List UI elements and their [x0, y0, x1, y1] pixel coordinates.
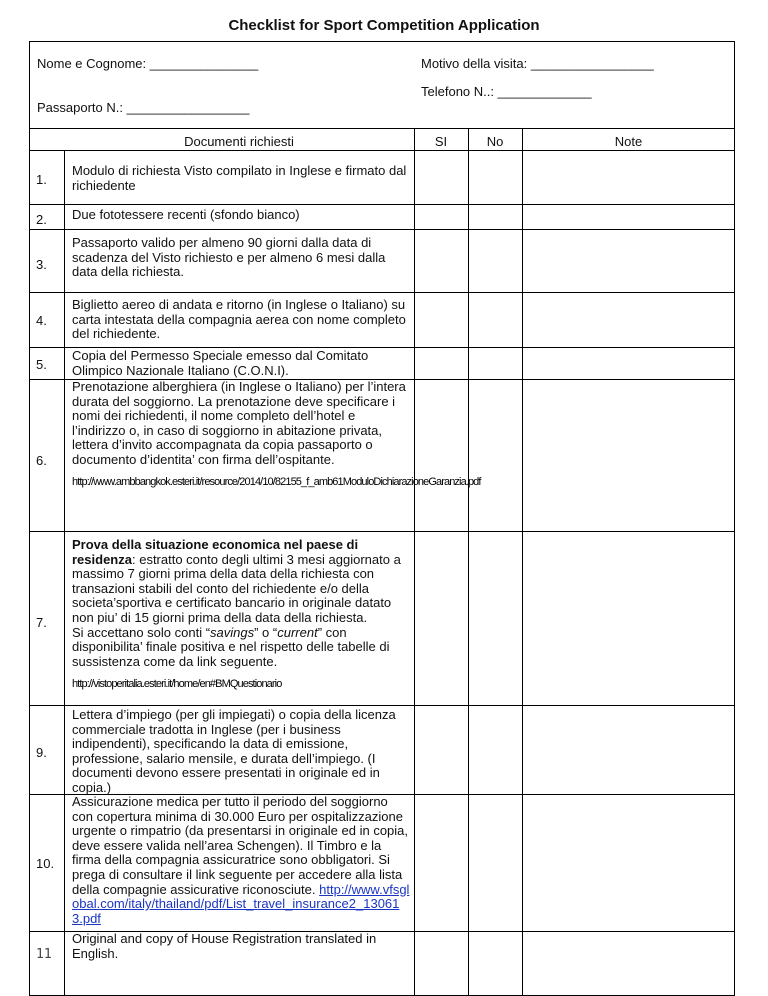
row-divider — [29, 204, 735, 205]
nome-field[interactable]: Nome e Cognome: _______________ — [37, 56, 259, 71]
row-divider — [29, 292, 735, 293]
row-divider — [29, 150, 735, 151]
document-item-text: Assicurazione medica per tutto il periodo del soggiorno con copertura minima di 30.000 Euro per ospitalizzazione urgente o rimpatrio (da presentarsi in originale ed in copia, deve essere valida nell’area Schengen). Il Timbro e la firma della compagnia assicuratrice sono obbligatori. Si prega di consultare il link seguente per accedere alla lista della compagnie assicurative riconosciute. — [72, 794, 409, 897]
garanzia-form-link[interactable]: http://www.ambbangkok.esteri.it/resource/2014/10/82155_f_amb61ModuloDichiarazioneGaranzia.pdf — [72, 475, 481, 488]
si-column-header: SI — [434, 134, 448, 149]
document-item: Biglietto aereo di andata e ritorno (in Inglese o Italiano) su carta intestata della compagnia aerea con nome completo del richiedente. — [72, 297, 406, 342]
insurance-list-link[interactable]: http://www.vfsglobal.com/italy/thailand/pdf/List_travel_insurance2_130613.pdf — [72, 881, 410, 926]
document-item: Original and copy of House Registration translated in English. — [72, 931, 377, 961]
row-number: 10. — [36, 856, 55, 871]
document-title: Checklist for Sport Competition Application — [228, 17, 540, 34]
row-number: 6. — [36, 453, 47, 468]
row-number: 5. — [36, 357, 47, 372]
num-column-divider — [64, 150, 65, 996]
document-item: Modulo di richiesta Visto compilato in Inglese e firmato dal richiedente — [72, 163, 407, 193]
telefono-field[interactable]: Telefono N..: _____________ — [421, 84, 592, 99]
documents-column-header: Documenti richiesti — [184, 134, 294, 149]
document-item-text: : estratto conto degli ultimi 3 mesi aggiornato a massimo 7 giorni prima della data della richiesta con transazioni stabili del conto del richiedente e/o della societa’sportiva e certificato bancario in originale datato non piu’ di 15 giorni prima della data della richiesta. — [72, 551, 401, 625]
document-item-emphasis: current — [277, 624, 318, 640]
header-divider — [29, 128, 735, 129]
document-item: Passaporto valido per almeno 90 giorni dalla data di scadenza del Visto richiesto e per almeno 6 mesi dalla data della richiesta. — [72, 235, 386, 280]
docs-column-divider — [414, 128, 415, 996]
row-divider — [29, 229, 735, 230]
si-column-divider — [468, 128, 469, 996]
document-item: Lettera d’impiego (per gli impiegati) o copia della licenza commerciale tradotta in Inglese (per i business indipendenti), specificando la data di emissione, professione, salario mensile, e durata dell’impiego. (I documenti devono essere presentati in originale ed in copia.) — [72, 707, 396, 795]
note-column-header: Note — [614, 134, 643, 149]
row-number: 1. — [36, 172, 47, 187]
questionario-link[interactable]: http://vistoperitalia.esteri.it/home/en#BMQuestionario — [72, 678, 282, 691]
document-item-text: Si accettano solo conti “ — [72, 624, 211, 640]
document-item: Due fototessere recenti (sfondo bianco) — [72, 207, 300, 222]
document-item: Copia del Permesso Speciale emesso dal Comitato Olimpico Nazionale Italiano (C.O.N.I). — [72, 348, 369, 378]
row-number: 11 — [36, 947, 52, 962]
document-item-text: ” con disponibilita’ finale positiva e nel rispetto delle tabelle di sussistenza come da link seguente. — [72, 624, 390, 669]
document-item-emphasis: savings — [210, 624, 255, 640]
document-item-text: Prenotazione alberghiera (in Inglese o Italiano) per l’intera durata del soggiorno. La prenotazione deve specificare i nomi dei richiedenti, il nome completo dell’hotel e l’indirizzo o, in caso di soggiorno in abitazione privata, lettera d’invito accompagnata da copia passaporto o documento d’identita’ con firma dell’ospitante. — [72, 379, 406, 467]
row-number: 7. — [36, 615, 47, 630]
motivo-field[interactable]: Motivo della visita: _________________ — [421, 56, 654, 71]
document-item — [72, 795, 410, 926]
row-number: 4. — [36, 313, 47, 328]
document-item — [72, 538, 410, 692]
document-item-heading: Prova della situazione economica nel paese di residenza — [72, 537, 359, 567]
no-column-divider — [522, 128, 523, 996]
row-number: 3. — [36, 257, 47, 272]
row-divider — [29, 705, 735, 706]
row-number: 2. — [36, 212, 47, 227]
passaporto-field[interactable]: Passaporto N.: _________________ — [37, 100, 250, 115]
row-divider — [29, 531, 735, 532]
no-column-header: No — [486, 134, 504, 149]
document-item — [72, 379, 481, 489]
row-number: 9. — [36, 745, 47, 760]
document-item-text: ” o “ — [254, 624, 278, 640]
